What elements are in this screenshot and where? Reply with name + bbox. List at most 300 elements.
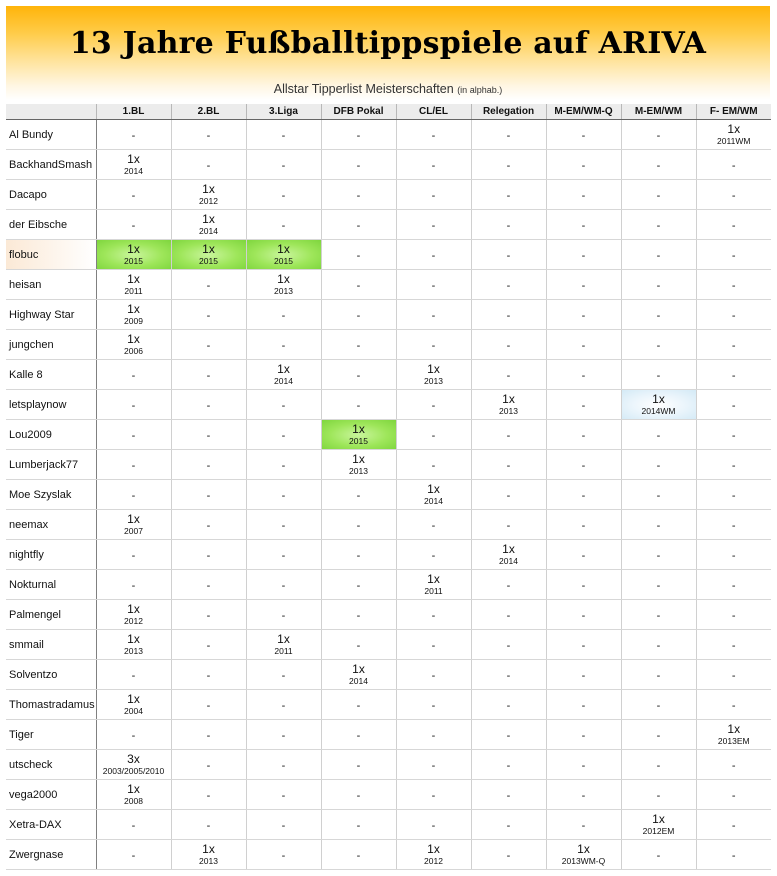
empty-marker: -	[506, 219, 511, 232]
title-cell	[321, 750, 396, 780]
title-cell	[396, 810, 471, 840]
empty-marker: -	[731, 339, 736, 352]
empty-marker: -	[581, 699, 586, 712]
title-count: 1x	[127, 782, 140, 796]
title-count: 1x	[277, 242, 290, 256]
player-name: Dacapo	[6, 180, 96, 210]
title-cell	[321, 480, 396, 510]
table-row	[6, 300, 771, 330]
empty-marker: -	[281, 219, 286, 232]
title-cell	[471, 210, 546, 240]
player-name: der Eibsche	[6, 210, 96, 240]
title-year: 2011	[124, 286, 143, 296]
title-count: 1x	[427, 482, 440, 496]
player-name: Kalle 8	[6, 360, 96, 390]
empty-marker: -	[731, 309, 736, 322]
empty-marker: -	[356, 489, 361, 502]
empty-marker: -	[356, 759, 361, 772]
empty-marker: -	[431, 279, 436, 292]
title-cell	[396, 150, 471, 180]
player-name: flobuc	[6, 240, 96, 270]
empty-marker: -	[206, 339, 211, 352]
title-cell	[696, 240, 771, 270]
title-cell	[246, 600, 321, 630]
table-row	[6, 780, 771, 810]
title-cell	[246, 420, 321, 450]
empty-marker: -	[206, 789, 211, 802]
title-cell	[321, 210, 396, 240]
empty-marker: -	[281, 549, 286, 562]
empty-marker: -	[581, 369, 586, 382]
empty-marker: -	[206, 759, 211, 772]
title-cell	[546, 270, 621, 300]
empty-marker: -	[506, 819, 511, 832]
title-cell	[471, 840, 546, 870]
title-year: 2015	[199, 256, 218, 266]
title-cell	[321, 780, 396, 810]
title-count: 1x	[277, 632, 290, 646]
title-cell	[696, 660, 771, 690]
empty-marker: -	[206, 729, 211, 742]
title-cell	[246, 540, 321, 570]
title-cell	[696, 450, 771, 480]
title-cell	[96, 840, 171, 870]
title-cell	[96, 120, 171, 150]
empty-marker: -	[581, 609, 586, 622]
column-header: M-EM/WM	[621, 104, 696, 120]
title-cell	[96, 570, 171, 600]
title-cell	[546, 150, 621, 180]
title-cell	[96, 810, 171, 840]
empty-marker: -	[356, 729, 361, 742]
table-row	[6, 570, 771, 600]
table-body	[6, 120, 771, 870]
title-cell	[546, 390, 621, 420]
title-cell	[546, 210, 621, 240]
empty-marker: -	[131, 369, 136, 382]
title-cell	[621, 420, 696, 450]
empty-marker: -	[581, 189, 586, 202]
empty-marker: -	[506, 489, 511, 502]
empty-marker: -	[206, 519, 211, 532]
title-cell	[396, 480, 471, 510]
title-cell	[696, 270, 771, 300]
table-row	[6, 120, 771, 150]
title-cell	[471, 630, 546, 660]
title-cell	[396, 840, 471, 870]
title-cell	[321, 510, 396, 540]
title-cell	[696, 510, 771, 540]
title-cell	[696, 420, 771, 450]
empty-marker: -	[281, 699, 286, 712]
title-cell	[171, 570, 246, 600]
empty-marker: -	[281, 309, 286, 322]
empty-marker: -	[506, 249, 511, 262]
empty-marker: -	[206, 489, 211, 502]
empty-marker: -	[581, 399, 586, 412]
title-cell	[321, 810, 396, 840]
title-cell	[321, 630, 396, 660]
title-cell	[96, 420, 171, 450]
player-name: Highway Star	[6, 300, 96, 330]
title-cell	[171, 720, 246, 750]
title-cell	[696, 780, 771, 810]
title-cell	[396, 330, 471, 360]
title-cell	[96, 360, 171, 390]
empty-marker: -	[581, 489, 586, 502]
title-year: 2003/2005/2010	[102, 766, 165, 776]
empty-marker: -	[356, 189, 361, 202]
title-cell	[396, 120, 471, 150]
title-cell	[546, 630, 621, 660]
title-cell	[171, 660, 246, 690]
title-cell	[96, 270, 171, 300]
title-cell	[96, 630, 171, 660]
title-cell	[96, 600, 171, 630]
title-cell	[321, 540, 396, 570]
title-cell	[246, 120, 321, 150]
title-year: 2013	[199, 856, 218, 866]
empty-marker: -	[731, 669, 736, 682]
title-year: 2011WM	[717, 136, 751, 146]
title-cell	[96, 780, 171, 810]
empty-marker: -	[131, 819, 136, 832]
title-cell	[396, 780, 471, 810]
title-cell	[471, 690, 546, 720]
title-cell	[546, 540, 621, 570]
empty-marker: -	[506, 189, 511, 202]
title-cell	[696, 570, 771, 600]
title-cell	[621, 120, 696, 150]
title-cell	[321, 240, 396, 270]
empty-marker: -	[656, 309, 661, 322]
empty-marker: -	[281, 819, 286, 832]
title-year: 2014	[199, 226, 218, 236]
empty-marker: -	[656, 699, 661, 712]
empty-marker: -	[206, 549, 211, 562]
title-count: 1x	[727, 122, 741, 136]
empty-marker: -	[431, 219, 436, 232]
title-cell	[246, 750, 321, 780]
empty-marker: -	[131, 849, 136, 862]
empty-marker: -	[731, 279, 736, 292]
title-cell	[696, 600, 771, 630]
title-cell	[246, 210, 321, 240]
empty-marker: -	[656, 579, 661, 592]
title-cell	[546, 750, 621, 780]
title-cell	[471, 540, 546, 570]
empty-marker: -	[206, 279, 211, 292]
title-cell	[621, 270, 696, 300]
title-year: 2011	[424, 586, 443, 596]
player-name: Palmengel	[6, 600, 96, 630]
empty-marker: -	[656, 159, 661, 172]
title-cell	[246, 390, 321, 420]
table-row	[6, 510, 771, 540]
title-cell	[96, 300, 171, 330]
empty-marker: -	[431, 339, 436, 352]
empty-marker: -	[281, 759, 286, 772]
title-cell	[471, 480, 546, 510]
empty-marker: -	[206, 429, 211, 442]
title-cell	[396, 720, 471, 750]
empty-marker: -	[656, 189, 661, 202]
empty-marker: -	[656, 489, 661, 502]
empty-marker: -	[731, 609, 736, 622]
title-year: 2007	[124, 526, 143, 536]
title-cell	[246, 450, 321, 480]
title-count: 1x	[127, 632, 140, 646]
table-row	[6, 750, 771, 780]
title-cell	[246, 630, 321, 660]
title-cell	[621, 660, 696, 690]
title-cell	[696, 300, 771, 330]
title-cell	[696, 720, 771, 750]
title-cell	[321, 420, 396, 450]
player-name: Thomastradamus	[6, 690, 96, 720]
title-cell	[546, 450, 621, 480]
title-cell	[171, 330, 246, 360]
title-cell	[96, 240, 171, 270]
empty-marker: -	[356, 369, 361, 382]
title-count: 1x	[127, 512, 140, 526]
empty-marker: -	[356, 309, 361, 322]
table-row	[6, 720, 771, 750]
title-cell	[546, 810, 621, 840]
title-cell	[546, 180, 621, 210]
title-cell	[471, 180, 546, 210]
title-cell	[621, 570, 696, 600]
title-cell	[96, 540, 171, 570]
title-cell	[171, 450, 246, 480]
title-count: 1x	[502, 542, 515, 556]
title-cell	[696, 810, 771, 840]
empty-marker: -	[206, 669, 211, 682]
title-year: 2015	[274, 256, 293, 266]
empty-marker: -	[581, 669, 586, 682]
empty-marker: -	[506, 159, 511, 172]
title-cell	[171, 270, 246, 300]
title-cell	[471, 390, 546, 420]
empty-marker: -	[581, 339, 586, 352]
title-year: 2014WM	[641, 406, 676, 416]
title-year: 2013	[349, 466, 368, 476]
empty-marker: -	[731, 459, 736, 472]
title-count: 1x	[127, 152, 140, 166]
empty-marker: -	[581, 249, 586, 262]
empty-marker: -	[731, 759, 736, 772]
empty-marker: -	[656, 459, 661, 472]
empty-marker: -	[131, 489, 136, 502]
title-cell	[696, 360, 771, 390]
title-cell	[471, 750, 546, 780]
title-count: 1x	[202, 212, 215, 226]
empty-marker: -	[356, 339, 361, 352]
table-row	[6, 180, 771, 210]
title-cell	[396, 420, 471, 450]
title-count: 1x	[352, 662, 365, 676]
empty-marker: -	[431, 399, 436, 412]
title-cell	[621, 210, 696, 240]
title-year: 2013	[124, 646, 143, 656]
empty-marker: -	[506, 459, 511, 472]
title-cell	[396, 510, 471, 540]
title-cell	[546, 510, 621, 540]
title-year: 2004	[124, 706, 143, 716]
table-row	[6, 540, 771, 570]
title-cell	[696, 390, 771, 420]
empty-marker: -	[731, 399, 736, 412]
empty-marker: -	[356, 219, 361, 232]
table-row	[6, 660, 771, 690]
empty-marker: -	[506, 429, 511, 442]
title-cell	[321, 330, 396, 360]
empty-marker: -	[731, 159, 736, 172]
player-name: Moe Szyslak	[6, 480, 96, 510]
title-cell	[696, 180, 771, 210]
title-cell	[246, 300, 321, 330]
empty-marker: -	[581, 819, 586, 832]
title-cell	[471, 570, 546, 600]
empty-marker: -	[581, 579, 586, 592]
title-cell	[621, 780, 696, 810]
title-cell	[696, 630, 771, 660]
title-cell	[321, 660, 396, 690]
title-cell	[96, 720, 171, 750]
empty-marker: -	[581, 459, 586, 472]
empty-marker: -	[506, 309, 511, 322]
empty-marker: -	[656, 609, 661, 622]
title-cell	[471, 600, 546, 630]
empty-marker: -	[506, 849, 511, 862]
empty-marker: -	[431, 159, 436, 172]
title-cell	[471, 810, 546, 840]
title-year: 2013WM-Q	[561, 856, 606, 866]
empty-marker: -	[656, 789, 661, 802]
empty-marker: -	[506, 339, 511, 352]
column-header: DFB Pokal	[321, 104, 396, 120]
empty-marker: -	[206, 699, 211, 712]
player-name: letsplaynow	[6, 390, 96, 420]
title-count: 1x	[577, 842, 590, 856]
empty-marker: -	[281, 189, 286, 202]
player-name: BackhandSmash	[6, 150, 96, 180]
title-year: 2011	[274, 646, 293, 656]
title-year: 2014	[499, 556, 518, 566]
empty-marker: -	[581, 159, 586, 172]
title-cell	[696, 480, 771, 510]
title-cell	[96, 510, 171, 540]
empty-marker: -	[131, 579, 136, 592]
empty-marker: -	[581, 729, 586, 742]
empty-marker: -	[356, 639, 361, 652]
title-cell	[621, 510, 696, 540]
title-cell	[546, 690, 621, 720]
title-cell	[471, 300, 546, 330]
empty-marker: -	[731, 489, 736, 502]
title-year: 2008	[124, 796, 143, 806]
empty-marker: -	[656, 339, 661, 352]
table-row	[6, 690, 771, 720]
title-cell	[396, 270, 471, 300]
empty-marker: -	[581, 279, 586, 292]
empty-marker: -	[281, 399, 286, 412]
empty-marker: -	[656, 639, 661, 652]
column-header: Relegation	[471, 104, 546, 120]
empty-marker: -	[131, 219, 136, 232]
title-cell	[171, 600, 246, 630]
title-count: 1x	[427, 362, 440, 376]
empty-marker: -	[356, 129, 361, 142]
table-row	[6, 810, 771, 840]
column-header: CL/EL	[396, 104, 471, 120]
title-cell	[171, 690, 246, 720]
title-year: 2014	[424, 496, 443, 506]
empty-marker: -	[206, 159, 211, 172]
empty-marker: -	[506, 699, 511, 712]
title-cell	[171, 840, 246, 870]
table-row	[6, 240, 771, 270]
title-cell	[471, 660, 546, 690]
title-cell	[321, 180, 396, 210]
title-cell	[621, 600, 696, 630]
empty-marker: -	[431, 819, 436, 832]
title-cell	[471, 360, 546, 390]
empty-marker: -	[431, 699, 436, 712]
empty-marker: -	[731, 519, 736, 532]
title-cell	[246, 480, 321, 510]
empty-marker: -	[431, 309, 436, 322]
title-cell	[471, 450, 546, 480]
empty-marker: -	[356, 549, 361, 562]
empty-marker: -	[281, 339, 286, 352]
empty-marker: -	[431, 459, 436, 472]
empty-marker: -	[206, 309, 211, 322]
empty-marker: -	[356, 519, 361, 532]
title-cell	[396, 210, 471, 240]
title-cell	[321, 390, 396, 420]
title-cell	[171, 210, 246, 240]
title-cell	[696, 690, 771, 720]
title-cell	[546, 360, 621, 390]
title-cell	[96, 690, 171, 720]
name-column-header	[6, 104, 96, 120]
empty-marker: -	[731, 369, 736, 382]
empty-marker: -	[431, 129, 436, 142]
title-cell	[171, 630, 246, 660]
player-name: Al Bundy	[6, 120, 96, 150]
title-count: 1x	[127, 332, 140, 346]
title-cell	[621, 450, 696, 480]
title-cell	[246, 780, 321, 810]
title-cell	[696, 540, 771, 570]
title-year: 2012	[199, 196, 218, 206]
empty-marker: -	[506, 609, 511, 622]
empty-marker: -	[356, 609, 361, 622]
column-header: 2.BL	[171, 104, 246, 120]
empty-marker: -	[581, 129, 586, 142]
title-year: 2013	[499, 406, 518, 416]
empty-marker: -	[281, 789, 286, 802]
empty-marker: -	[131, 399, 136, 412]
player-name: nightfly	[6, 540, 96, 570]
empty-marker: -	[281, 429, 286, 442]
title-year: 2014	[349, 676, 368, 686]
title-count: 1x	[277, 272, 290, 286]
empty-marker: -	[506, 639, 511, 652]
empty-marker: -	[656, 429, 661, 442]
empty-marker: -	[356, 789, 361, 802]
